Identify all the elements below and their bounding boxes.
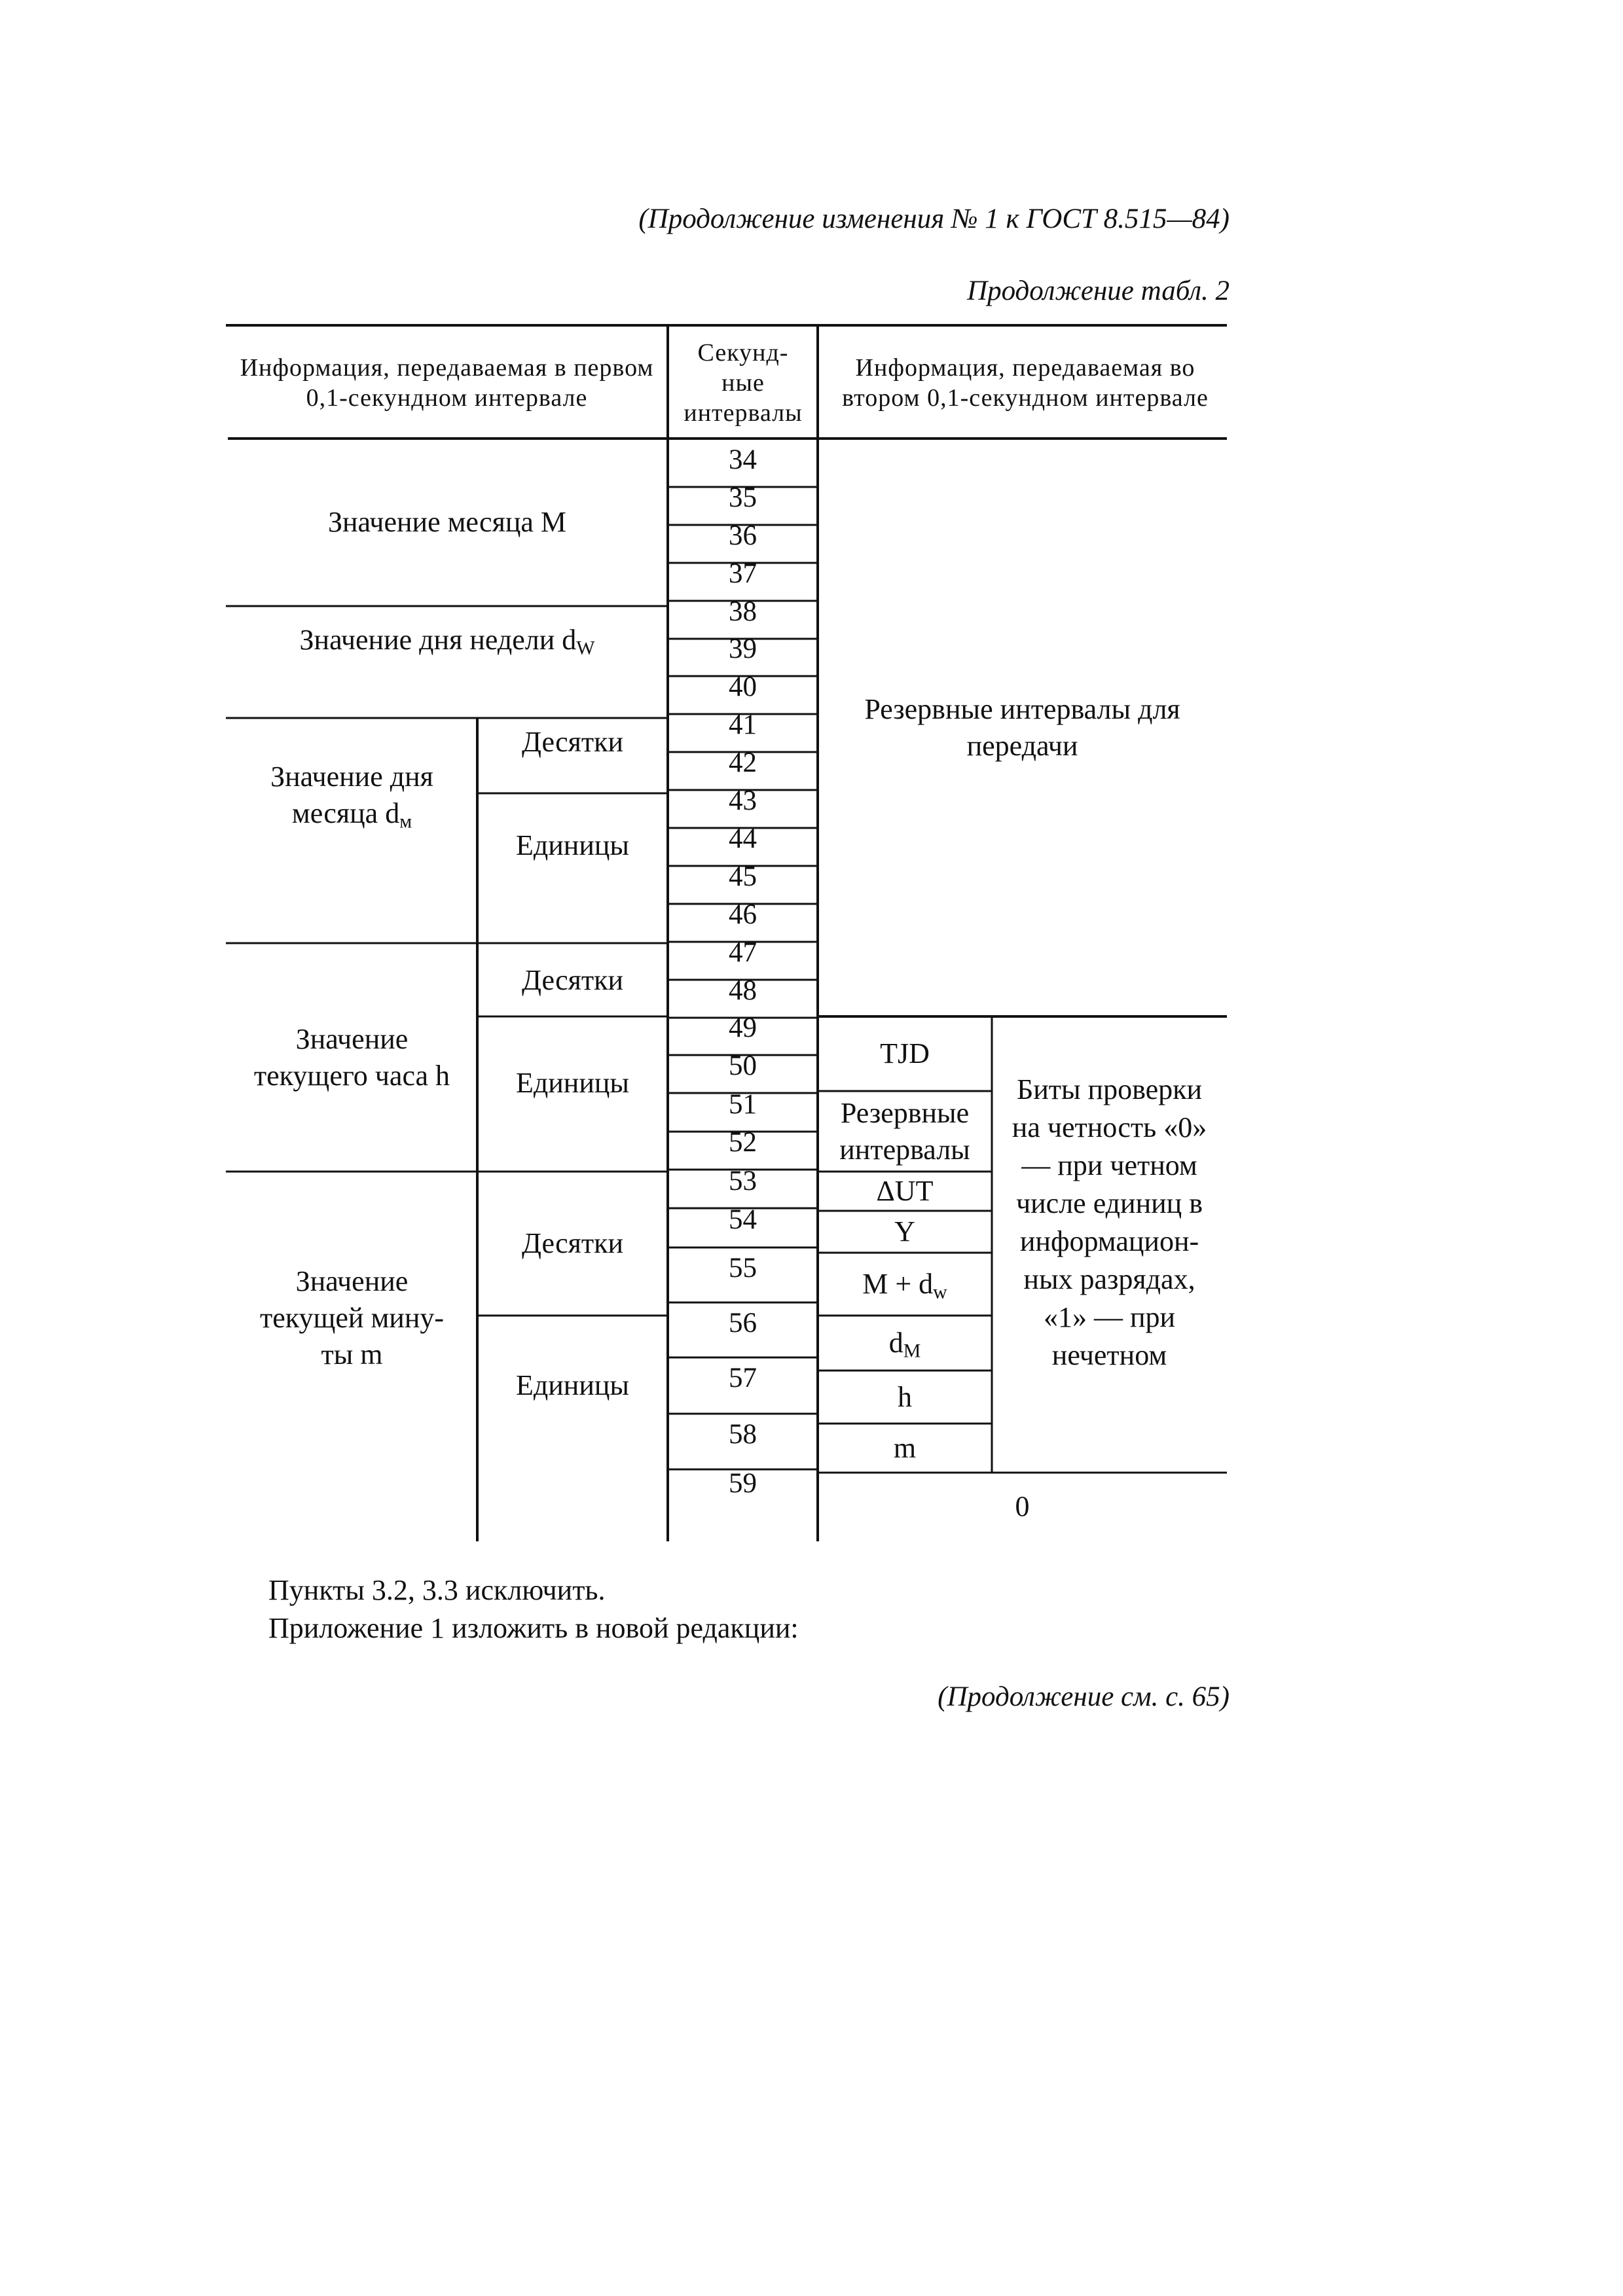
seconds-cell-37: 37 (729, 558, 757, 589)
seconds-cell-47: 47 (729, 937, 757, 968)
group-day-of-month: Значение дня месяца $d_м$ (270, 761, 433, 833)
seconds-cell-35: 35 (729, 482, 757, 513)
cell-reserved-intervals: Резервные интервалы (839, 1096, 970, 1166)
cell-parity-bits: Биты проверки на четность «0» — при четном числе единиц в информацион-ных разрядах, «1» — при нечетном (1012, 1073, 1207, 1371)
seconds-cell-48: 48 (729, 975, 757, 1006)
cell-m-plus-dw: $M + d_w$ (862, 1268, 947, 1303)
cell-zero: 0 (1015, 1490, 1030, 1522)
seconds-cell-41: 41 (729, 709, 757, 740)
subgroup-hour-tens: Десятки (521, 964, 624, 996)
seconds-cell-50: 50 (729, 1050, 757, 1081)
seconds-cell-56: 56 (729, 1307, 757, 1338)
header-second-interval: Информация, передаваемая во втором 0,1-секундном интервале (842, 354, 1209, 412)
seconds-cell-34: 34 (729, 444, 757, 475)
cell-m: m (893, 1431, 917, 1464)
seconds-cell-42: 42 (729, 747, 757, 778)
cell-dm: $d_M$ (888, 1327, 921, 1362)
reserved-transmission: Резервные интервалы для передачи (864, 693, 1180, 762)
seconds-cell-53: 53 (729, 1166, 757, 1196)
seconds-cell-57: 57 (729, 1362, 757, 1393)
seconds-cell-51: 51 (729, 1089, 757, 1120)
header-seconds: Секунд-ные интервалы (684, 339, 803, 427)
seconds-cell-58: 58 (729, 1418, 757, 1450)
cell-tjd: TJD (880, 1037, 930, 1069)
continuation-header: (Продолжение изменения № 1 к ГОСТ 8.515—84) (638, 204, 1230, 234)
subgroup-minute-units: Единицы (515, 1369, 629, 1401)
cell-h: h (898, 1380, 912, 1413)
seconds-cell-40: 40 (729, 672, 757, 702)
continuation-footer: (Продолжение см. с. 65) (938, 1681, 1230, 1712)
group-hour: Значение текущего часа h (253, 1022, 450, 1092)
seconds-cell-38: 38 (729, 596, 757, 627)
cell-y: Y (894, 1215, 915, 1247)
seconds-cell-54: 54 (729, 1204, 757, 1235)
group-weekday: Значение дня недели $d_W$ (299, 624, 595, 659)
seconds-cell-52: 52 (729, 1127, 757, 1158)
subgroup-day-tens: Десятки (521, 726, 624, 758)
subgroup-hour-units: Единицы (515, 1067, 629, 1099)
group-minute: Значение текущей мину-ты m (259, 1265, 445, 1371)
seconds-cell-46: 46 (729, 899, 757, 930)
table-continuation-label: Продолжение табл. 2 (967, 276, 1230, 306)
note-line-1: Пункты 3.2, 3.3 исключить. (268, 1574, 606, 1606)
seconds-cell-59: 59 (729, 1468, 757, 1499)
seconds-cell-49: 49 (729, 1013, 757, 1043)
seconds-cell-45: 45 (729, 861, 757, 892)
seconds-cell-55: 55 (729, 1252, 757, 1283)
group-month: Значение месяца М (327, 506, 567, 538)
seconds-cell-44: 44 (729, 823, 757, 854)
seconds-cell-43: 43 (729, 785, 757, 816)
subgroup-day-units: Единицы (515, 829, 629, 861)
header-first-interval: Информация, передаваемая в первом 0,1-секундном интервале (240, 354, 654, 412)
subgroup-minute-tens: Десятки (521, 1227, 624, 1259)
seconds-cell-36: 36 (729, 520, 757, 551)
note-line-2: Приложение 1 изложить в новой редакции: (268, 1612, 799, 1644)
seconds-cell-39: 39 (729, 634, 757, 664)
cell-delta-ut: ΔUT (876, 1175, 934, 1207)
